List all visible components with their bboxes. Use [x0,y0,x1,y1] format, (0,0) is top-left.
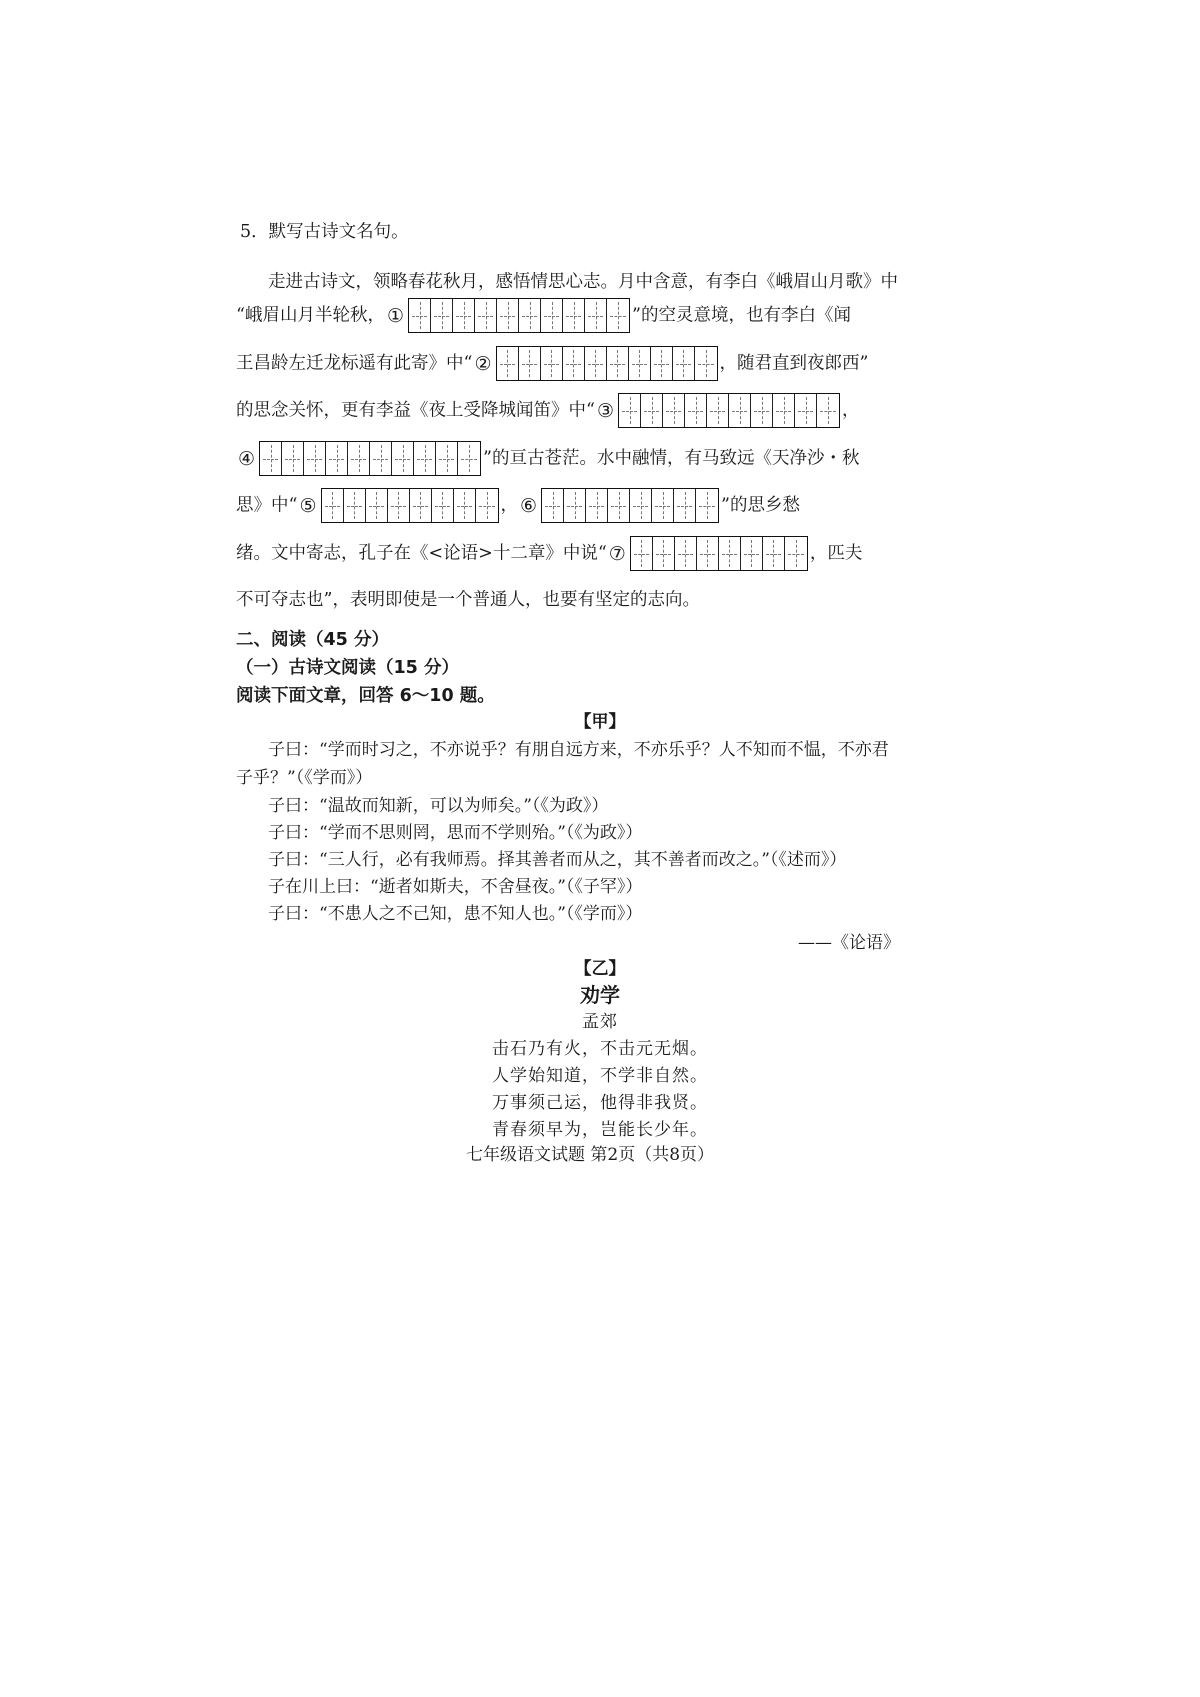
grid-cell[interactable] [619,394,641,427]
grid-cell[interactable] [729,394,751,427]
passage-jia-line: 子曰：“三人行，必有我师焉。择其善者而从之，其不善者而改之。”（《述而》） [268,850,847,870]
passage-jia-line: 子曰：“学而不思则罔，思而不学则殆。”（《为政》） [268,823,643,843]
question-5-text: 王昌龄左迁龙标遥有此寄》中“ [236,353,473,374]
grid-cell[interactable] [563,299,585,332]
grid-cell[interactable] [586,489,608,522]
question-5-line-8: 不可夺志也”，表明即使是一个普通人，也要有坚定的志向。 [236,590,700,610]
grid-cell[interactable] [719,537,741,570]
grid-cell[interactable] [497,299,519,332]
grid-cell[interactable] [431,299,453,332]
grid-cell[interactable] [366,489,388,522]
grid-cell[interactable] [817,394,839,427]
answer-grid-2[interactable] [496,346,718,381]
grid-cell[interactable] [795,394,817,427]
grid-cell[interactable] [651,347,673,380]
grid-cell[interactable] [696,489,718,522]
blank-marker-6: ⑥ [520,494,538,517]
grid-cell[interactable] [763,537,785,570]
blank-marker-5: ⑤ [299,494,317,517]
grid-cell[interactable] [585,299,607,332]
grid-cell[interactable] [392,442,414,475]
grid-cell[interactable] [414,442,436,475]
grid-cell[interactable] [685,394,707,427]
blank-marker-7: ⑦ [608,542,626,565]
grid-cell[interactable] [741,537,763,570]
grid-cell[interactable] [541,299,563,332]
question-5-line-3 [236,346,906,381]
question-5-text: ”的空灵意境，也有李白《闻 [632,305,851,326]
grid-cell[interactable] [607,299,629,332]
grid-cell[interactable] [519,299,541,332]
question-5-line-2 [236,298,906,333]
question-5-line-5 [236,441,906,476]
grid-cell[interactable] [388,489,410,522]
grid-cell[interactable] [409,299,431,332]
grid-cell[interactable] [432,489,454,522]
question-5-text: “峨眉山月半轮秋， [236,305,385,326]
grid-cell[interactable] [629,347,651,380]
question-5-line-4 [236,393,906,428]
blank-marker-2: ② [474,352,492,375]
grid-cell[interactable] [344,489,366,522]
grid-cell[interactable] [260,442,282,475]
question-5-text: ， [500,495,518,516]
grid-cell[interactable] [322,489,344,522]
question-5-line-7 [236,536,906,571]
grid-cell[interactable] [631,537,653,570]
question-5-text: ”的思乡愁 [721,495,800,516]
question-5-title: 5．默写古诗文名句。 [240,222,409,242]
question-5-text: 思》中“ [236,495,298,516]
grid-cell[interactable] [453,299,475,332]
grid-cell[interactable] [785,537,807,570]
question-5-text: ，匹夫 [809,543,863,564]
question-5-text: ，随君直到夜郎西” [719,353,869,374]
grid-cell[interactable] [585,347,607,380]
poem-line: 青春须早为，岂能长少年。 [492,1120,708,1140]
passage-jia-line: 子曰：“学而时习之，不亦说乎？有朋自远方来，不亦乐乎？人不知而不愠，不亦君 [268,740,889,760]
grid-cell[interactable] [475,299,497,332]
grid-cell[interactable] [641,394,663,427]
grid-cell[interactable] [751,394,773,427]
grid-cell[interactable] [304,442,326,475]
poem-title: 劝学 [580,983,620,1007]
question-5-line-1: 走进古诗文，领略春花秋月，感悟情思心志。月中含意，有李白《峨眉山月歌》中 [268,272,898,292]
blank-marker-3: ③ [596,399,614,422]
poem-line: 击石乃有火，不击元无烟。 [492,1039,708,1059]
grid-cell[interactable] [436,442,458,475]
grid-cell[interactable] [564,489,586,522]
grid-cell[interactable] [541,347,563,380]
answer-grid-5[interactable] [321,488,499,523]
grid-cell[interactable] [348,442,370,475]
passage-jia-source: ——《论语》 [798,933,900,953]
grid-cell[interactable] [707,394,729,427]
grid-cell[interactable] [476,489,498,522]
passage-jia-label: 【甲】 [574,712,626,732]
section-2-title: 二、阅读（45 分） [236,630,389,650]
grid-cell[interactable] [653,537,675,570]
passage-jia-line: 子在川上曰：“逝者如斯夫，不舍昼夜。”（《子罕》） [268,877,643,897]
section-2-subtitle: （一）古诗文阅读（15 分） [236,658,459,678]
grid-cell[interactable] [497,347,519,380]
grid-cell[interactable] [370,442,392,475]
passage-jia-line: 子曰：“不患人之不己知，患不知人也。”（《学而》） [268,904,643,924]
grid-cell[interactable] [410,489,432,522]
blank-marker-1: ① [386,304,404,327]
poem-author: 孟郊 [582,1012,618,1032]
passage-jia-line: 子曰：“温故而知新，可以为师矣。”（《为政》） [268,796,609,816]
grid-cell[interactable] [673,347,695,380]
answer-grid-1[interactable] [408,298,630,333]
grid-cell[interactable] [630,489,652,522]
question-5-text: ， [842,400,860,421]
answer-grid-7[interactable] [630,536,808,571]
passage-jia-line: 子乎？”（《学而》） [236,768,373,788]
answer-grid-3[interactable] [618,393,840,428]
grid-cell[interactable] [773,394,795,427]
question-5-text: 的思念关怀，更有李益《夜上受降城闻笛》中“ [236,400,595,421]
grid-cell[interactable] [458,442,480,475]
poem-line: 万事须己运，他得非我贤。 [492,1093,708,1113]
grid-cell[interactable] [675,537,697,570]
answer-grid-6[interactable] [541,488,719,523]
grid-cell[interactable] [697,537,719,570]
grid-cell[interactable] [326,442,348,475]
grid-cell[interactable] [663,394,685,427]
page-footer: 七年级语文试题 第2页（共8页） [465,1145,715,1165]
grid-cell[interactable] [695,347,717,380]
grid-cell[interactable] [674,489,696,522]
grid-cell[interactable] [519,347,541,380]
poem-line: 人学始知道，不学非自然。 [492,1066,708,1086]
question-5-text: ”的亘古苍茫。水中融情，有马致远《天净沙・秋 [483,448,860,469]
grid-cell[interactable] [454,489,476,522]
grid-cell[interactable] [282,442,304,475]
blank-marker-4: ④ [238,447,256,470]
grid-cell[interactable] [608,489,630,522]
section-2-instruction: 阅读下面文章，回答 6～10 题。 [236,686,495,706]
grid-cell[interactable] [563,347,585,380]
answer-grid-4[interactable] [259,441,481,476]
question-5-text: 绪。文中寄志，孔子在《<论语>十二章》中说“ [236,543,607,564]
question-5-line-6 [236,488,906,523]
grid-cell[interactable] [607,347,629,380]
grid-cell[interactable] [652,489,674,522]
passage-yi-label: 【乙】 [574,959,626,979]
grid-cell[interactable] [542,489,564,522]
